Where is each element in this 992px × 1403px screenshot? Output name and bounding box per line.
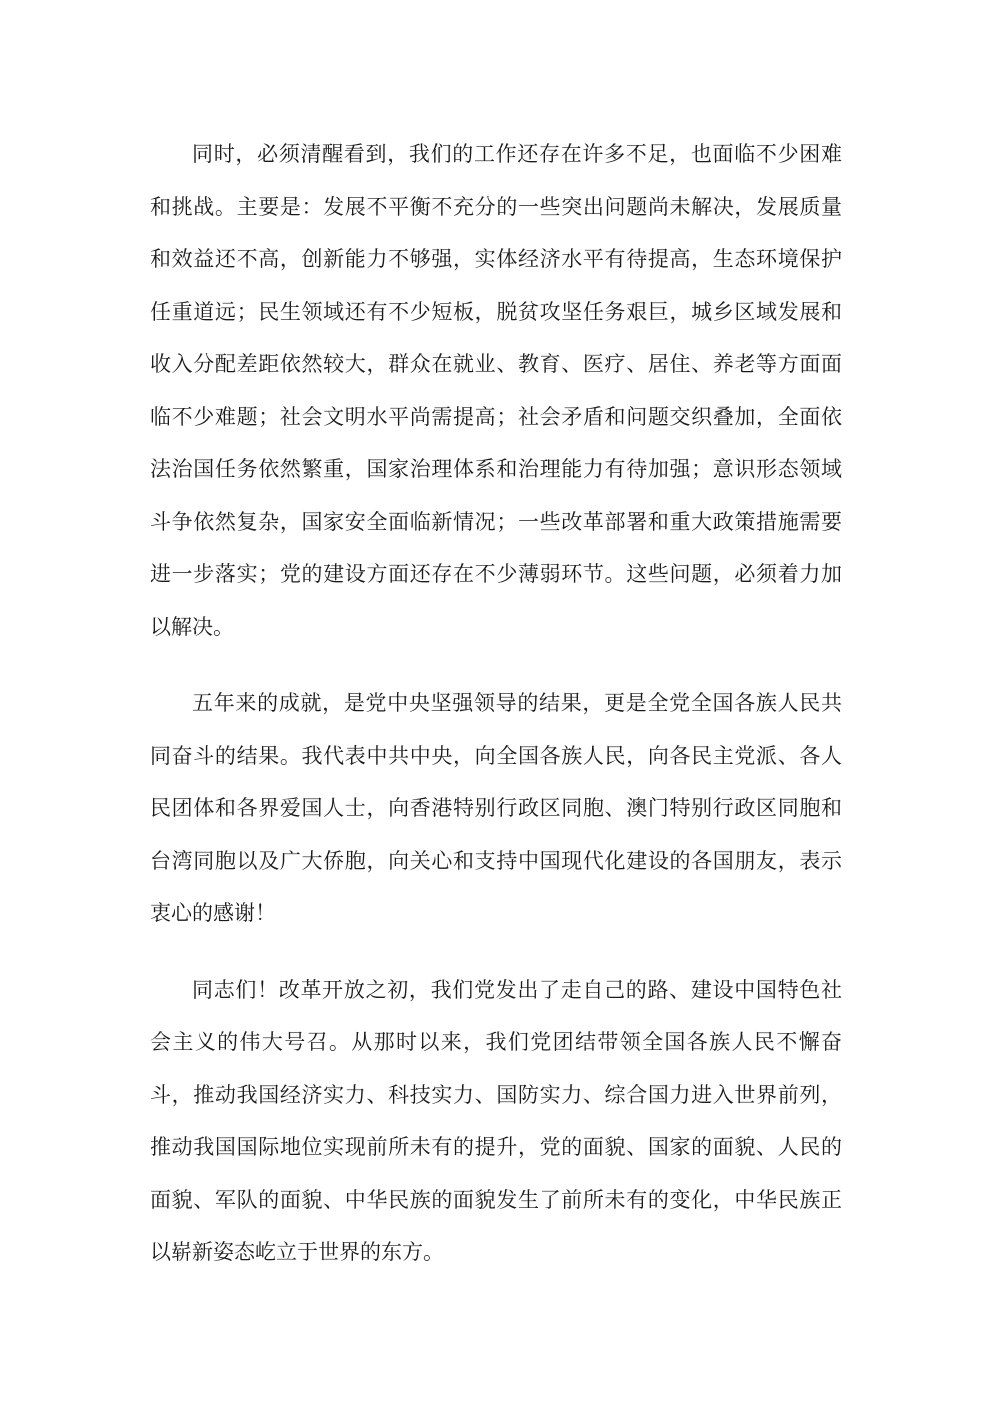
paragraph-1: 同时，必须清醒看到，我们的工作还存在许多不足，也面临不少困难和挑战。主要是：发展不平衡不充分的一些突出问题尚未解决，发展质量和效益还不高，创新能力不够强，实体经济水平有待提高，生态环境保护任重道远；民生领域还有不少短板，脱贫攻坚任务艰巨，城乡区域发展和收入分配差距依然较大，群众在就业、教育、医疗、居住、养老等方面面临不少难题；社会文明水平尚需提高；社会矛盾和问题交织叠加，全面依法治国任务依然繁重，国家治理体系和治理能力有待加强；意识形态领域斗争依然复杂，国家安全面临新情况；一些改革部署和重大政策措施需要进一步落实；党的建设方面还存在不少薄弱环节。这些问题，必须着力加以解决。	[150, 142, 842, 639]
paragraph-3: 同志们！改革开放之初，我们党发出了走自己的路、建设中国特色社会主义的伟大号召。从那时以来，我们党团结带领全国各族人民不懈奋斗，推动我国经济实力、科技实力、国防实力、综合国力进入世界前列，推动我国国际地位实现前所未有的提升，党的面貌、国家的面貌、人民的面貌、军队的面貌、中华民族的面貌发生了前所未有的变化，中华民族正以崭新姿态屹立于世界的东方。	[150, 977, 842, 1264]
paragraph-2: 五年来的成就，是党中央坚强领导的结果，更是全党全国各族人民共同奋斗的结果。我代表中共中央，向全国各族人民，向各民主党派、各人民团体和各界爱国人士，向香港特别行政区同胞、澳门特别行政区同胞和台湾同胞以及广大侨胞，向关心和支持中国现代化建设的各国朋友，表示衷心的感谢！	[150, 691, 842, 925]
document-body	[150, 128, 842, 1303]
